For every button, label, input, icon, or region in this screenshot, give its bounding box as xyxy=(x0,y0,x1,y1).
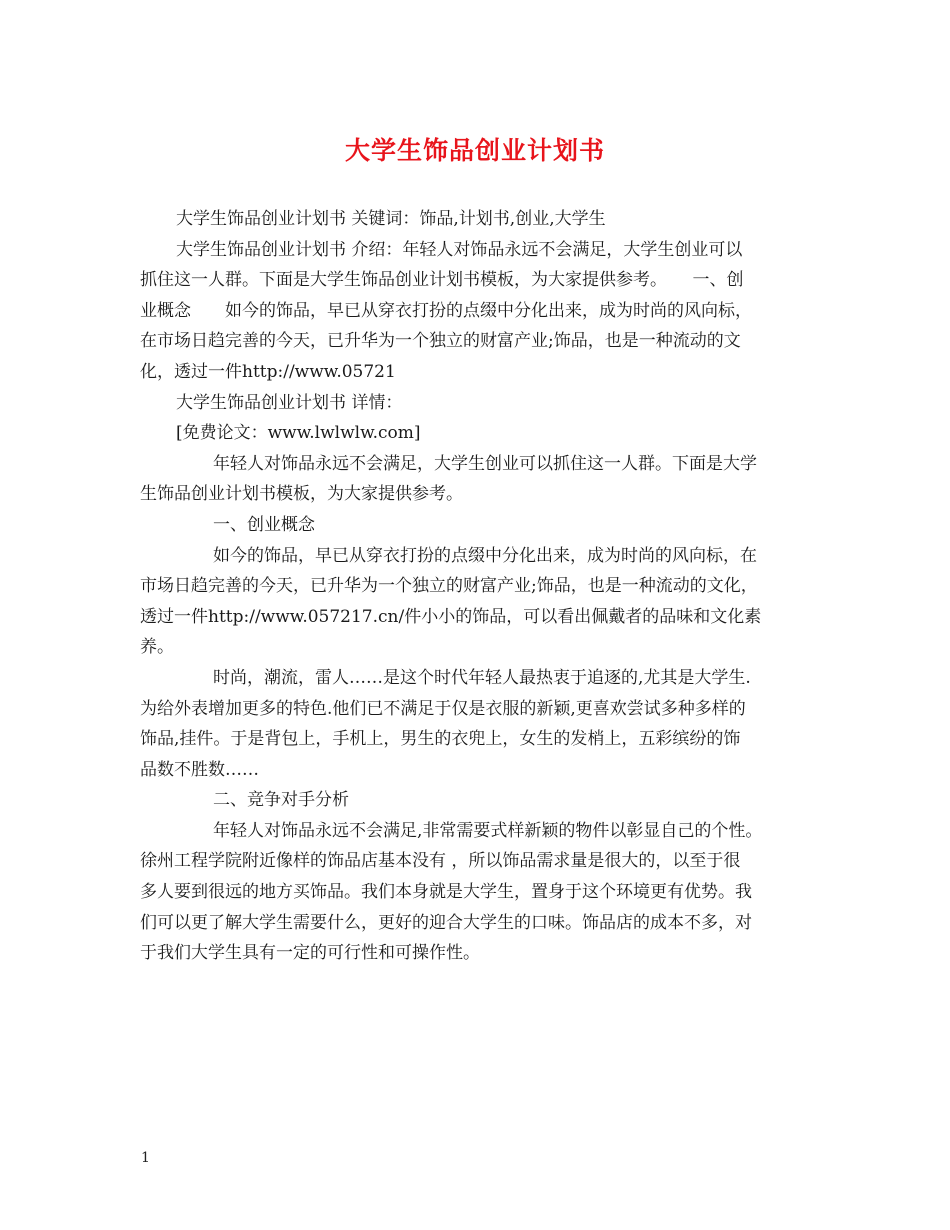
text-line: 们可以更了解大学生需要什么，更好的迎合大学生的口味。饰品店的成本不多，对 xyxy=(140,912,752,933)
paragraph xyxy=(140,418,815,449)
text-line: 如今的饰品，早已从穿衣打扮的点缀中分化出来，成为时尚的风向标，在 xyxy=(213,545,757,566)
text-line: 年轻人对饰品永远不会满足，大学生创业可以抓住这一人群。下面是大学 xyxy=(213,453,757,474)
text-line: 生饰品创业计划书模板，为大家提供参考。 xyxy=(140,484,463,505)
text-line: 年轻人对饰品永远不会满足,非常需要式样新颖的物件以彰显自己的个性。 xyxy=(213,820,763,841)
text-line: 多人要到很远的地方买饰品。我们本身就是大学生，置身于这个环境更有优势。我 xyxy=(140,882,752,903)
text-line: 时尚，潮流，雷人……是这个时代年轻人最热衷于追逐的,尤其是大学生. xyxy=(213,667,751,688)
text-line: 二、竞争对手分析 xyxy=(213,790,349,811)
text-line: 大学生饰品创业计划书 介绍：年轻人对饰品永远不会满足，大学生创业可以 xyxy=(176,239,743,260)
text-line: 化，透过一件http://www.05721 xyxy=(140,361,396,382)
document-title: 大学生饰品创业计划书 xyxy=(344,136,605,165)
paragraph xyxy=(140,816,815,969)
paragraph xyxy=(140,510,815,541)
text-line: 抓住这一人群。下面是大学生饰品创业计划书模板，为大家提供参考。 一、创 xyxy=(140,270,744,291)
paragraph xyxy=(140,204,815,235)
paragraph xyxy=(140,541,815,663)
text-line: 透过一件http://www.057217.cn/件小小的饰品，可以看出佩戴者的品味和文化素 xyxy=(140,606,762,627)
document-body xyxy=(140,204,815,969)
text-line: 业概念 如今的饰品，早已从穿衣打扮的点缀中分化出来，成为时尚的风向标， xyxy=(140,300,752,321)
text-line: 为给外表增加更多的特色.他们已不满足于仅是衣服的新颖,更喜欢尝试多种多样的 xyxy=(140,698,746,719)
text-line: 大学生饰品创业计划书 关键词：饰品,计划书,创业,大学生 xyxy=(176,209,606,229)
text-line: 徐州工程学院附近像样的饰品店基本没有 ，所以饰品需求量是很大的，以至于很 xyxy=(140,851,741,872)
text-line: 在市场日趋完善的今天，已升华为一个独立的财富产业;饰品，也是一种流动的文 xyxy=(140,331,741,352)
text-line: 品数不胜数…… xyxy=(140,759,259,780)
paragraph xyxy=(140,449,815,510)
paragraph xyxy=(140,785,815,816)
text-line: 一、创业概念 xyxy=(213,514,315,535)
paragraph xyxy=(140,235,815,388)
text-line: 于我们大学生具有一定的可行性和可操作性。 xyxy=(140,943,480,964)
text-line: 市场日趋完善的今天，已升华为一个独立的财富产业;饰品，也是一种流动的文化， xyxy=(140,576,758,597)
paragraph xyxy=(140,388,815,419)
text-line: 饰品,挂件。于是背包上，手机上，男生的衣兜上，女生的发梢上，五彩缤纷的饰 xyxy=(140,729,741,750)
paragraph xyxy=(140,663,815,785)
text-line: 大学生饰品创业计划书 详情： xyxy=(176,392,403,413)
text-line: 养。 xyxy=(140,637,174,658)
text-line: [免费论文：www.lwlwlw.com] xyxy=(176,423,421,444)
page-number: 1 xyxy=(141,1150,150,1166)
